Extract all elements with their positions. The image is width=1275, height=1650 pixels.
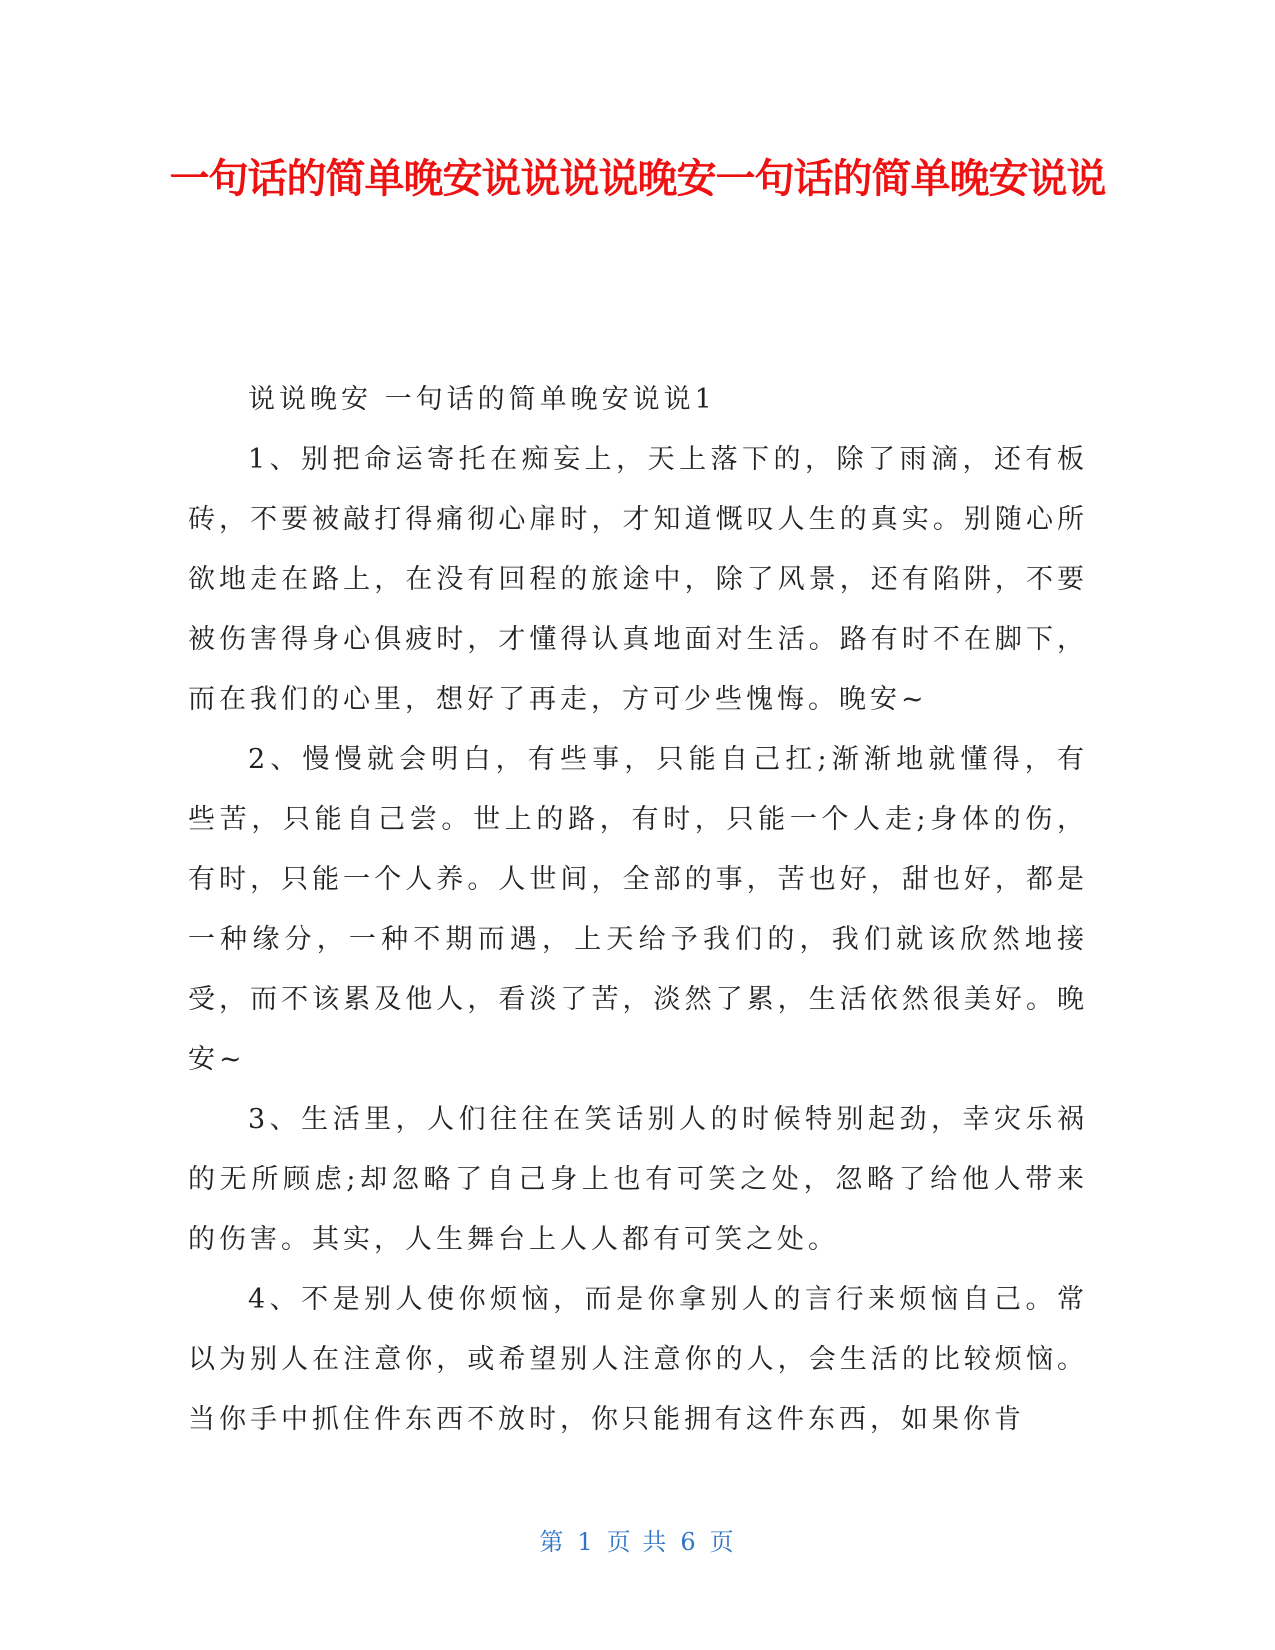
- document-body: [188, 370, 1088, 1450]
- document-title: 一句话的简单晚安说说说说晚安一句话的简单晚安说说: [169, 156, 1106, 202]
- footer-middle: 页 共: [606, 1528, 669, 1556]
- page-footer: [0, 1522, 1275, 1557]
- section-heading: 说说晚安 一句话的简单晚安说说1: [248, 384, 716, 415]
- footer-suffix: 页: [709, 1528, 736, 1556]
- total-pages-number: 6: [680, 1528, 698, 1556]
- paragraph-3: 3、生活里，人们往往在笑话别人的时候特别起劲，幸灾乐祸的无所顾虑;却忽略了自己身上也有可笑之处，忽略了给他人带来的伤害。其实，人生舞台上人人都有可笑之处。: [188, 1104, 1088, 1255]
- paragraph-1: 1、别把命运寄托在痴妄上，天上落下的，除了雨滴，还有板砖，不要被敲打得痛彻心扉时，才知道慨叹人生的真实。别随心所欲地走在路上，在没有回程的旅途中，除了风景，还有陷阱，不要被伤害得身心俱疲时，才懂得认真地面对生活。路有时不在脚下，而在我们的心里，想好了再走，方可少些愧悔。晚安~: [188, 444, 1088, 715]
- footer-prefix: 第: [539, 1528, 566, 1556]
- current-page-number: 1: [577, 1528, 595, 1556]
- paragraph-2: 2、慢慢就会明白，有些事，只能自己扛;渐渐地就懂得，有些苦，只能自己尝。世上的路，有时，只能一个人走;身体的伤，有时，只能一个人养。人世间，全部的事，苦也好，甜也好，都是一种缘分，一种不期而遇，上天给予我们的，我们就该欣然地接受，而不该累及他人，看淡了苦，淡然了累，生活依然很美好。晚安~: [188, 744, 1088, 1075]
- paragraph-4: 4、不是别人使你烦恼，而是你拿别人的言行来烦恼自己。常以为别人在注意你，或希望别人注意你的人，会生活的比较烦恼。当你手中抓住件东西不放时，你只能拥有这件东西，如果你肯: [188, 1284, 1088, 1435]
